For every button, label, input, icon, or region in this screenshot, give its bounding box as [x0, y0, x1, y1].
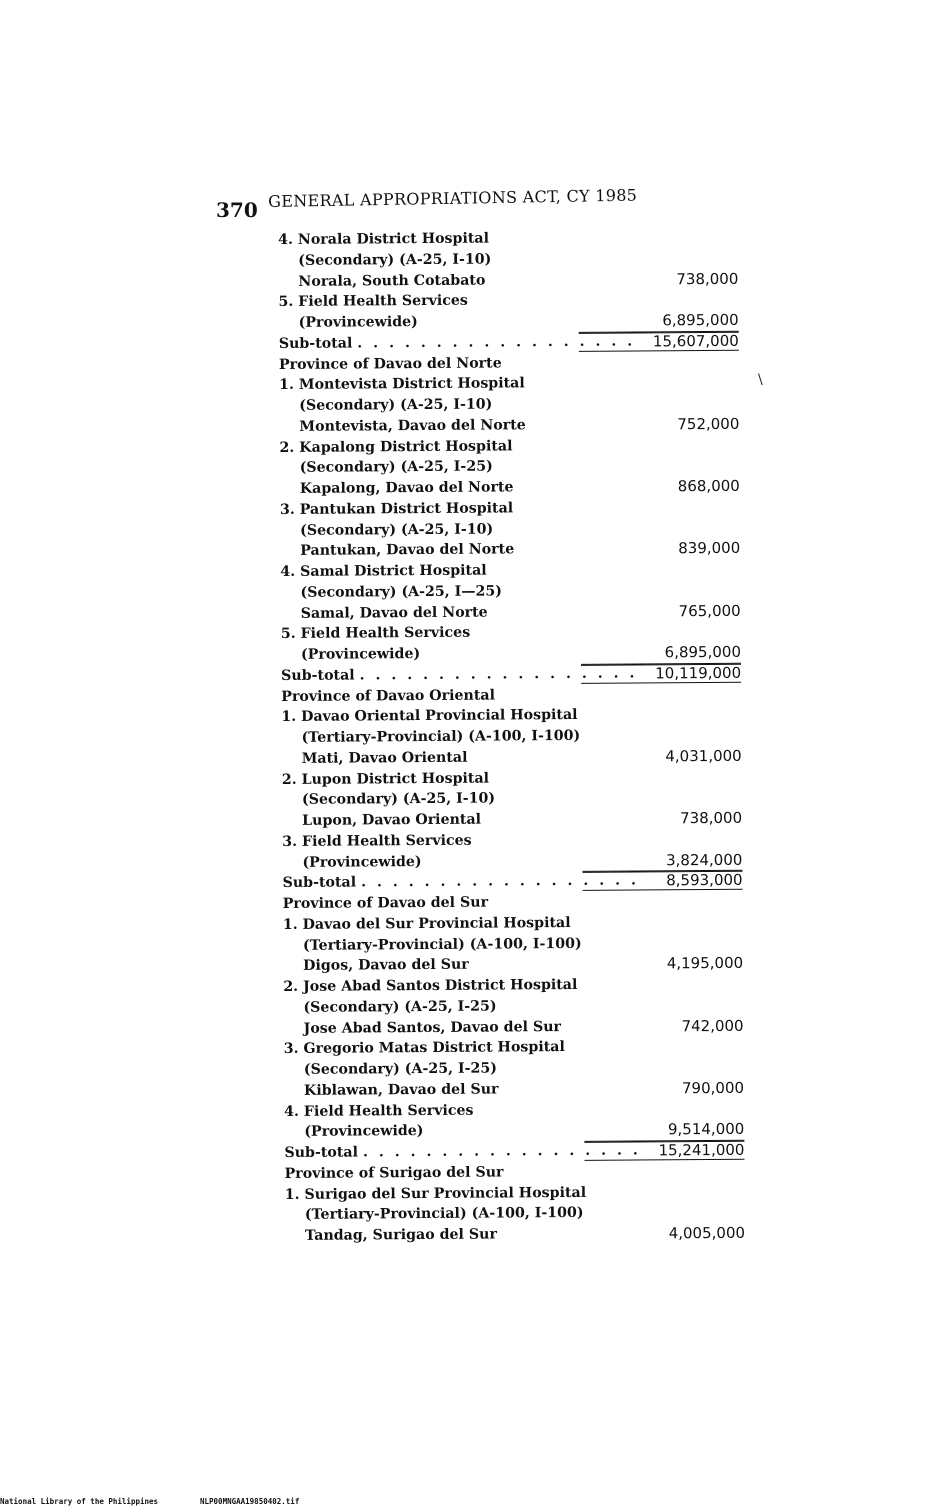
item-label: (Secondary) (A-25, I-10) [300, 521, 494, 539]
page-number: 370 [216, 198, 258, 222]
item-amount: 839,000 [678, 539, 741, 558]
item-amount: 6,895,000 [581, 642, 741, 665]
leader-dots: . . . . . . . . . . . . . . . . . . [360, 872, 639, 891]
item-label: Montevista, Davao del Norte [299, 417, 526, 435]
item-label: Kiblawan, Davao del Sur [303, 1081, 499, 1099]
item-label: (Secondary) (A-25, I-10) [301, 790, 496, 809]
item-amount: 752,000 [677, 414, 740, 433]
item-label: Tandag, Surigao del Sur [304, 1226, 497, 1244]
item-label: 5. Field Health Services [280, 624, 471, 643]
footer-library: National Library of the Philippines [0, 1497, 159, 1506]
item-label: 5. Field Health Services [278, 292, 468, 311]
page-title: GENERAL APPROPRIATIONS ACT, CY 1985 [268, 185, 638, 211]
item-label: Digos, Davao del Sur [303, 956, 469, 975]
item-label: Norala, South Cotabato [298, 272, 486, 290]
item-label: Province of Davao Oriental [281, 686, 496, 705]
item-label: (Tertiary-Provincial) (A-100, I-100) [301, 727, 581, 746]
item-label: (Secondary) (A-25, I-25) [303, 998, 497, 1016]
item-label: (Tertiary-Provincial) (A-100, I-100) [304, 1205, 584, 1224]
item-label: Kapalong, Davao del Norte [299, 479, 514, 497]
footer-file-id: NLP00MNGAA19850402.tif [200, 1497, 300, 1506]
item-amount: 6,895,000 [579, 310, 739, 333]
item-label: Mati, Davao Oriental [301, 749, 468, 767]
item-label: (Secondary) (A-25, I-25) [299, 458, 493, 477]
item-label: (Provincewide) [300, 646, 421, 663]
item-label: 4. Norala District Hospital [278, 230, 490, 248]
item-label: (Secondary) (A-25, I-10) [299, 396, 493, 414]
leader-dots: . . . . . . . . . . . . . . . . . . [357, 333, 636, 352]
item-amount: 4,031,000 [665, 746, 742, 766]
item-amount: 765,000 [678, 601, 741, 620]
item-label: Sub-total [284, 1144, 359, 1161]
item-amount: 868,000 [677, 476, 740, 496]
item-amount: 738,000 [680, 808, 743, 828]
subtotal-amount: 8,593,000 [582, 871, 742, 891]
item-label: (Secondary) (A-25, I-10) [298, 251, 492, 269]
item-label: 2. Kapalong District Hospital [279, 437, 513, 456]
list-item [285, 1223, 745, 1247]
item-label: (Tertiary-Provincial) (A-100, I-100) [302, 935, 582, 954]
item-label: Sub-total [282, 874, 357, 892]
item-label: Samal, Davao del Norte [300, 604, 488, 622]
item-label: Sub-total [278, 335, 353, 352]
item-label: Pantukan, Davao del Norte [300, 541, 515, 560]
item-label: 1. Surigao del Sur Provincial Hospital [284, 1184, 587, 1203]
item-amount: 3,824,000 [582, 849, 742, 872]
item-amount: 742,000 [681, 1016, 744, 1035]
item-amount: 4,005,000 [668, 1223, 746, 1243]
item-amount: 9,514,000 [584, 1119, 744, 1142]
leader-dots: . . . . . . . . . . . . . . . . . . [359, 665, 638, 684]
scan-footer [0, 1497, 943, 1508]
item-label: Province of Davao del Norte [278, 354, 502, 373]
item-label: (Secondary) (A-25, I-25) [303, 1060, 498, 1078]
item-amount: 4,195,000 [666, 954, 744, 973]
item-label: 4. Field Health Services [284, 1102, 474, 1120]
item-label: 3. Pantukan District Hospital [279, 500, 514, 518]
item-amount: 738,000 [676, 269, 739, 288]
item-amount: 790,000 [681, 1078, 745, 1097]
item-label: 1. Davao Oriental Provincial Hospital [281, 707, 578, 726]
subtotal-amount: 10,119,000 [581, 664, 741, 684]
item-label: 1. Montevista District Hospital [279, 375, 525, 394]
item-label: Province of Davao del Sur [282, 894, 489, 912]
item-label: Lupon, Davao Oriental [302, 811, 482, 829]
item-label: 4. Samal District Hospital [280, 562, 487, 580]
item-label: (Provincewide) [298, 314, 418, 331]
item-label: Province of Surigao del Sur [284, 1164, 504, 1182]
subtotal-amount: 15,607,000 [579, 332, 739, 352]
item-label: 2. Jose Abad Santos District Hospital [283, 976, 578, 995]
item-label: Sub-total [281, 667, 355, 684]
item-label: (Provincewide) [304, 1123, 424, 1141]
leader-dots: . . . . . . . . . . . . . . . . . . [362, 1142, 641, 1161]
scan-mark: \ [758, 372, 763, 388]
item-label: 2. Lupon District Hospital [281, 770, 490, 788]
item-label: (Secondary) (A-25, I—25) [300, 583, 502, 601]
item-label: 3. Field Health Services [282, 832, 472, 850]
subtotal-amount: 15,241,000 [584, 1141, 744, 1161]
item-label: 1. Davao del Sur Provincial Hospital [282, 914, 571, 933]
item-label: (Provincewide) [302, 853, 422, 871]
item-label: 3. Gregorio Matas District Hospital [283, 1039, 565, 1058]
item-label: Jose Abad Santos, Davao del Sur [303, 1018, 562, 1037]
appropriations-list [278, 227, 745, 1247]
